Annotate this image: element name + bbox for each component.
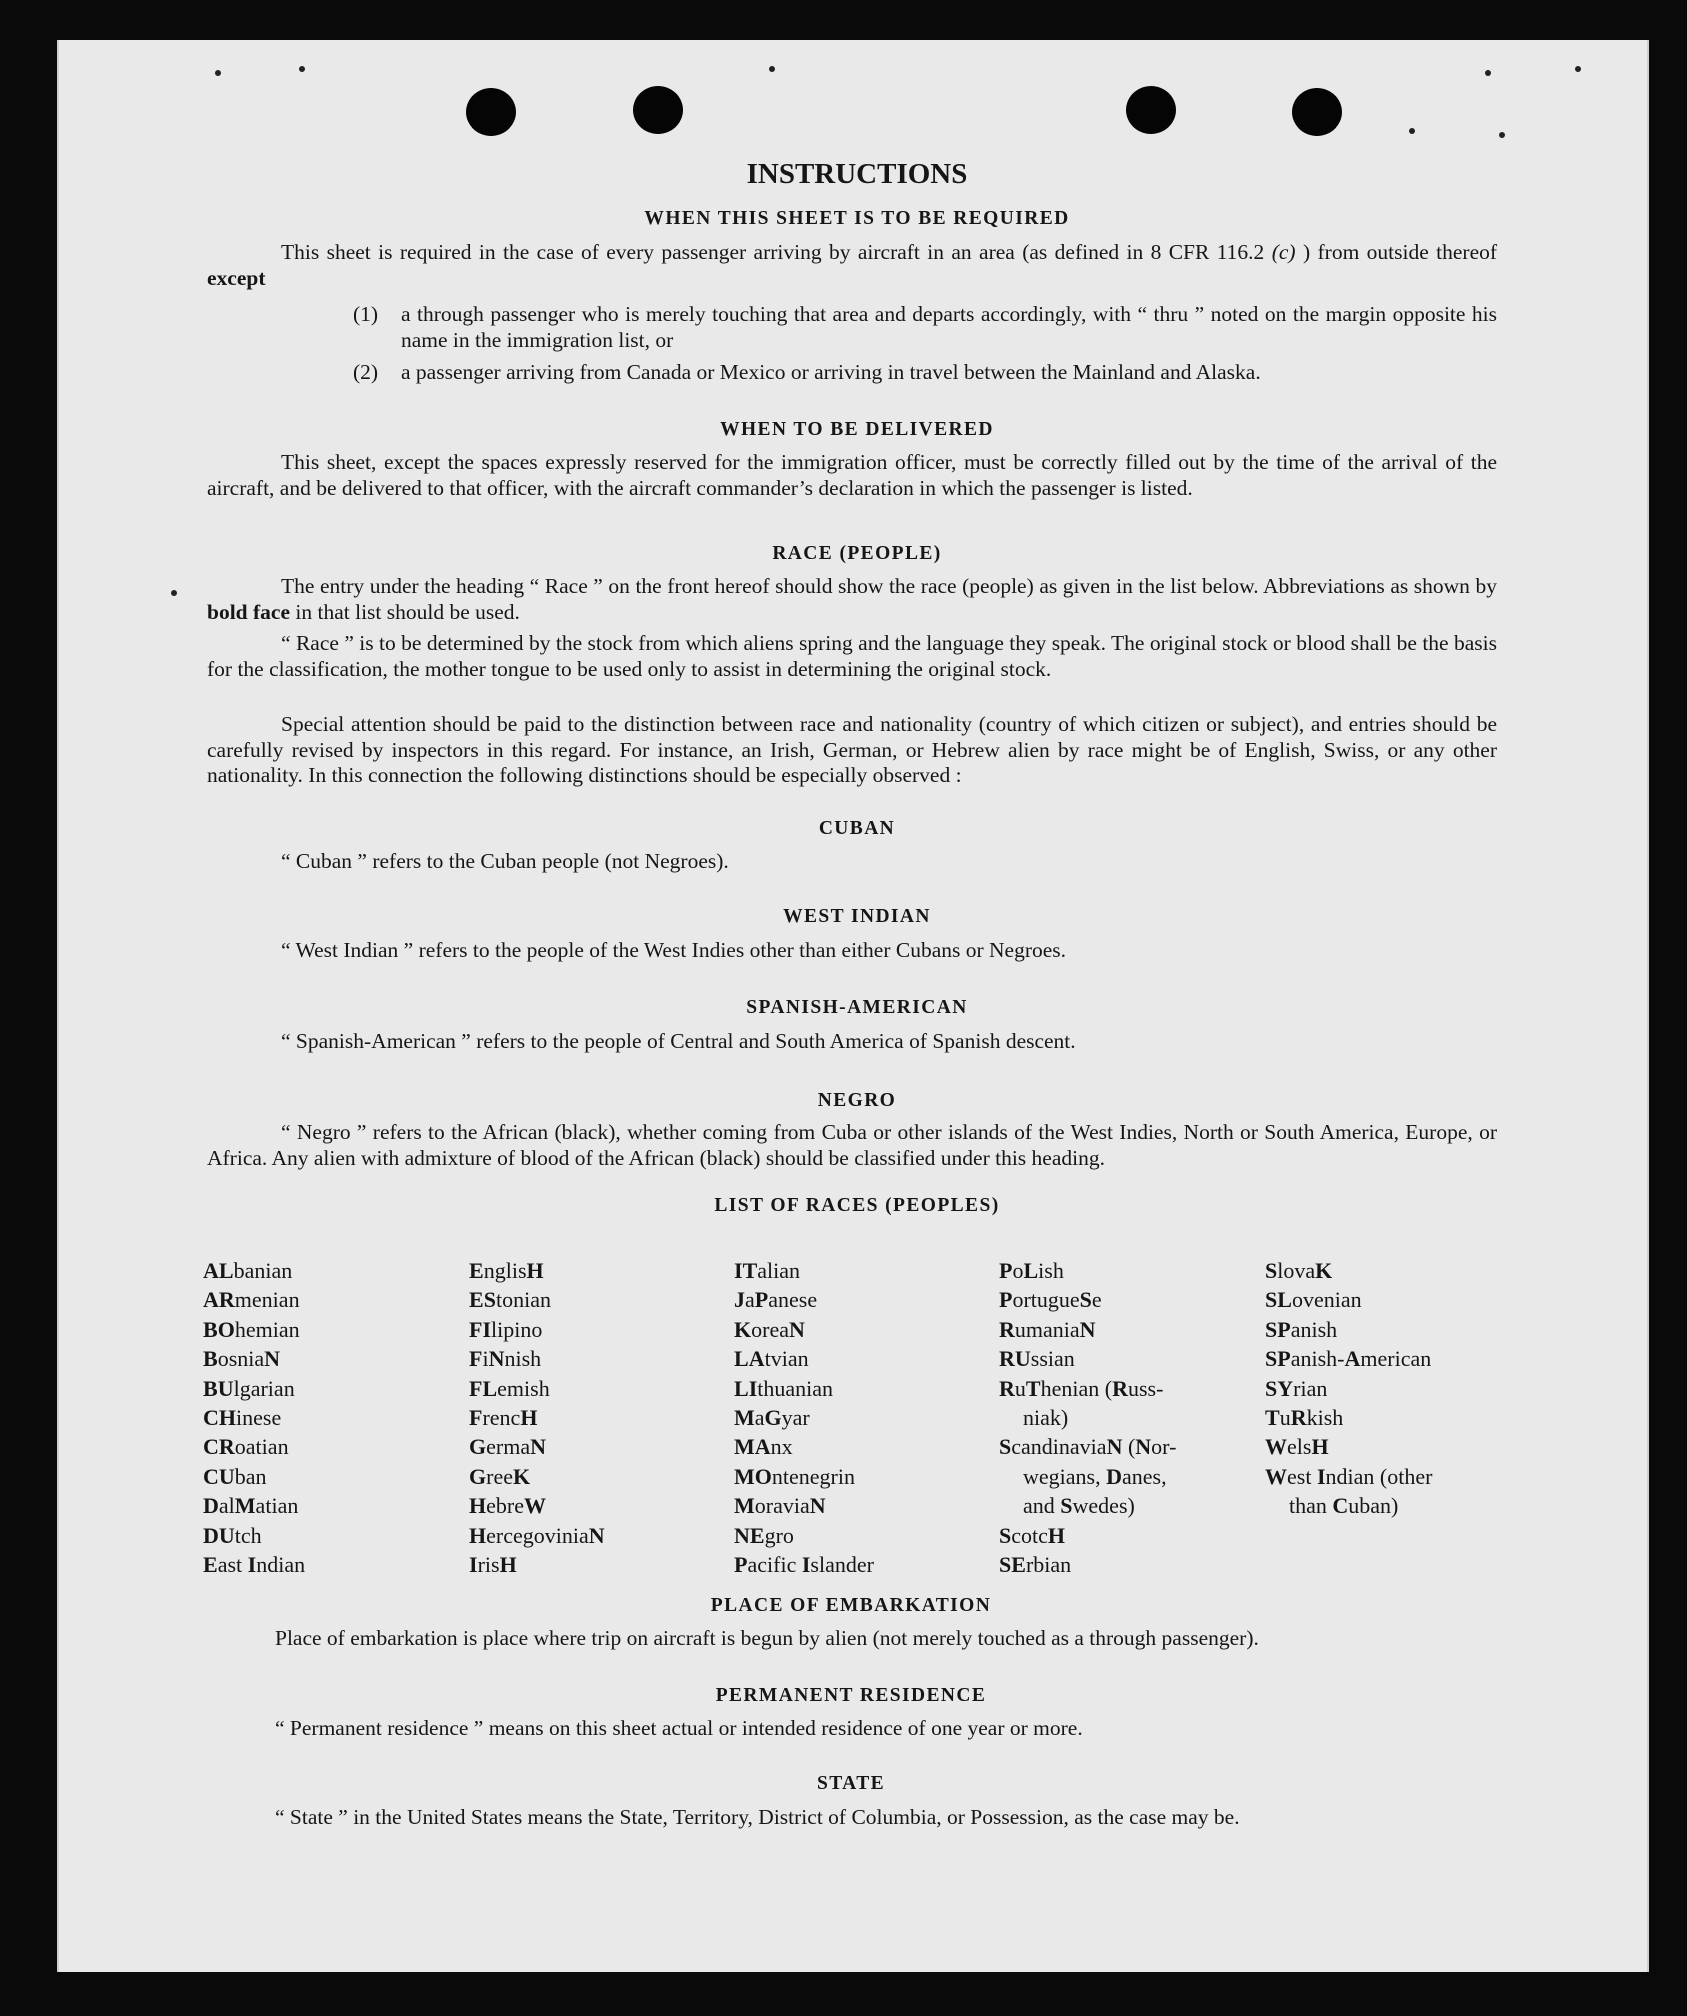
page-title: INSTRUCTIONS xyxy=(746,158,968,190)
race-entry: JaPanese xyxy=(734,1287,818,1313)
race-entry: SPanish-American xyxy=(1265,1346,1432,1372)
race-entry: CUban xyxy=(203,1463,267,1489)
race-entry: West Indian (other xyxy=(1265,1463,1433,1489)
race-entry: MOntenegrin xyxy=(734,1463,855,1489)
race-entry: PortugueSe xyxy=(999,1287,1102,1313)
heading-cuban: CUBAN xyxy=(818,818,896,839)
races-column-4 xyxy=(999,1256,1176,1579)
race-entry: East Indian xyxy=(203,1552,306,1578)
required-intro: This sheet is required in the case of every passenger arriving by aircraft in an area (as defined in 8 CFR 116.2 (c) ) from outside thereof except xyxy=(207,240,1498,290)
race-entry: LIthuanian xyxy=(734,1375,834,1401)
race-entry: FLemish xyxy=(469,1375,550,1401)
race-paragraph-2: “ Race ” is to be determined by the stock from which aliens spring and the language they speak. The original stock or blood shall be the basis for the classification, the mother tongue to be used only to assist in determining the original stock. xyxy=(207,631,1497,681)
speck xyxy=(1485,70,1491,76)
punch-hole xyxy=(1292,88,1342,136)
heading-residence: PERMANENT RESIDENCE xyxy=(715,1685,987,1706)
race-entry: MoraviaN xyxy=(734,1493,826,1519)
race-entry: DalMatian xyxy=(203,1493,299,1519)
race-entry: BosniaN xyxy=(203,1346,281,1372)
heading-west-indian: WEST INDIAN xyxy=(783,906,931,927)
race-entry: CRoatian xyxy=(203,1434,289,1460)
race-entry: SPanish xyxy=(1265,1316,1338,1342)
race-entry: NEgro xyxy=(734,1522,794,1548)
state-text: “ State ” in the United States means the State, Territory, District of Columbia, or Possession, as the case may be. xyxy=(275,1805,1240,1829)
race-entry: LAtvian xyxy=(734,1346,809,1372)
speck xyxy=(1575,66,1581,72)
race-entry: FrencH xyxy=(469,1405,538,1431)
race-entry: MAnx xyxy=(734,1434,793,1460)
race-entry: MaGyar xyxy=(734,1405,810,1431)
race-entry: TuRkish xyxy=(1265,1405,1344,1431)
heading-race: RACE (PEOPLE) xyxy=(772,543,942,564)
punch-hole xyxy=(1126,86,1176,134)
race-entry: RUssian xyxy=(999,1346,1075,1372)
races-column-5 xyxy=(1265,1256,1432,1521)
race-entry: HercegoviniaN xyxy=(469,1522,605,1548)
punch-hole xyxy=(633,86,683,134)
race-entry: SlovaK xyxy=(1265,1258,1333,1283)
speck xyxy=(171,590,177,596)
spanish-american-text: “ Spanish-American ” refers to the people of Central and South America of Spanish descent. xyxy=(281,1029,1076,1053)
heading-state: STATE xyxy=(816,1773,886,1794)
race-paragraph-1: The entry under the heading “ Race ” on the front hereof should show the race (people) as given in the list below. Abbreviations as shown by bold face in that list should be used. xyxy=(207,574,1497,624)
delivered-text: This sheet, except the spaces expressly reserved for the immigration officer, must be correctly filled out by the time of the arrival of the aircraft, and be delivered to that officer, with the aircraft commander’s declaration in which the passenger is listed. xyxy=(207,450,1497,500)
speck xyxy=(769,66,775,72)
race-entry: EStonian xyxy=(469,1287,551,1313)
race-entry: BOhemian xyxy=(203,1316,300,1342)
race-entry: ARmenian xyxy=(203,1287,300,1313)
negro-text: “ Negro ” refers to the African (black), whether coming from Cuba or other islands of the West Indies, North or South America, Europe, or Africa. Any alien with admixture of blood of the African (black) should be classified under this heading. xyxy=(207,1120,1497,1170)
race-entry: CHinese xyxy=(203,1405,282,1431)
speck xyxy=(299,66,305,72)
races-column-1 xyxy=(203,1256,305,1579)
west-indian-text: “ West Indian ” refers to the people of the West Indies other than either Cubans or Negroes. xyxy=(281,938,1067,962)
race-entry: HebreW xyxy=(469,1493,546,1519)
race-entry: Pacific Islander xyxy=(734,1552,874,1578)
heading-spanish-american: SPANISH-AMERICAN xyxy=(746,997,968,1018)
heading-delivered: WHEN TO BE DELIVERED xyxy=(720,419,994,440)
race-entry: GreeK xyxy=(469,1463,531,1489)
race-entry: PoLish xyxy=(999,1258,1064,1283)
race-entry: WelsH xyxy=(1265,1434,1329,1460)
heading-list-of-races: LIST OF RACES (PEOPLES) xyxy=(714,1195,1000,1216)
race-entry: GermaN xyxy=(469,1434,546,1460)
speck xyxy=(1499,132,1505,138)
required-item-2: (2) a passenger arriving from Canada or Mexico or arriving in travel between the Mainland and Alaska. xyxy=(353,360,1261,384)
race-entry: FiNnish xyxy=(469,1346,542,1372)
race-entry: niak) xyxy=(1023,1405,1069,1431)
races-column-2 xyxy=(469,1256,605,1579)
heading-embarkation: PLACE OF EMBARKATION xyxy=(710,1595,992,1616)
heading-required: WHEN THIS SHEET IS TO BE REQUIRED xyxy=(644,208,1070,229)
race-entry: IrisH xyxy=(469,1552,517,1578)
race-entry: ALbanian xyxy=(203,1258,293,1283)
race-entry: wegians, Danes, xyxy=(1023,1463,1167,1489)
race-entry: ITalian xyxy=(734,1258,801,1283)
race-entry: BUlgarian xyxy=(203,1375,295,1401)
race-entry: SErbian xyxy=(999,1552,1072,1578)
race-entry: and Swedes) xyxy=(1023,1493,1135,1519)
race-entry: SLovenian xyxy=(1265,1287,1362,1313)
race-entry: RumaniaN xyxy=(999,1316,1096,1342)
races-column-3 xyxy=(734,1256,874,1579)
race-entry: than Cuban) xyxy=(1289,1493,1399,1519)
speck xyxy=(1409,128,1415,134)
residence-text: “ Permanent residence ” means on this sheet actual or intended residence of one year or more. xyxy=(275,1716,1083,1740)
race-entry: RuThenian (Russ- xyxy=(999,1375,1164,1401)
race-entry: KoreaN xyxy=(734,1316,805,1342)
heading-negro: NEGRO xyxy=(817,1090,897,1111)
race-entry: ScotcH xyxy=(999,1522,1066,1548)
race-entry: FIlipino xyxy=(469,1316,543,1342)
race-paragraph-3: Special attention should be paid to the distinction between race and nationality (country of which citizen or subject), and entries should be carefully revised by inspectors in this regard. For instance, an Irish, German, or Hebrew alien by race might be of English, Swiss, or any other nationality. In this connection the following distinctions should be especially observed : xyxy=(207,712,1497,787)
document-page xyxy=(57,40,1649,1972)
speck xyxy=(215,70,221,76)
embarkation-text: Place of embarkation is place where trip on aircraft is begun by alien (not merely touched as a through passenger). xyxy=(275,1626,1259,1650)
punch-hole xyxy=(466,88,516,136)
race-entry: SYrian xyxy=(1265,1375,1328,1401)
race-entry: DUtch xyxy=(203,1522,262,1548)
cuban-text: “ Cuban ” refers to the Cuban people (not Negroes). xyxy=(281,849,729,873)
race-entry: ScandinaviaN (Nor- xyxy=(999,1434,1177,1460)
required-item-1: (1) a through passenger who is merely touching that area and departs accordingly, with “ thru ” noted on the margin opposite his name in the immigration list, or xyxy=(353,302,1497,352)
race-entry: EnglisH xyxy=(469,1258,544,1283)
